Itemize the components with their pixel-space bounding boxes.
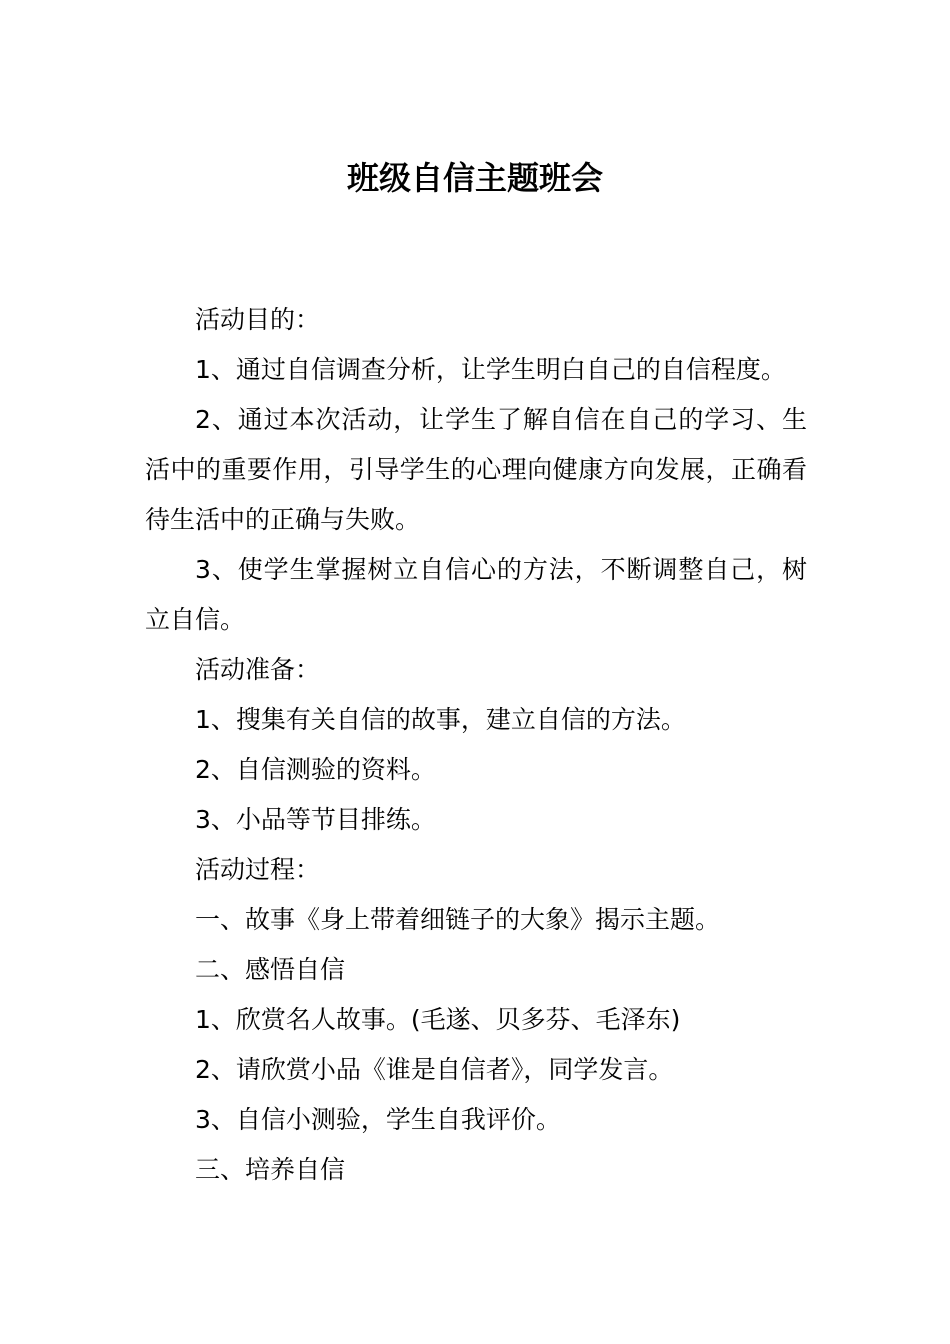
process-substep-1: 1、欣赏名人故事。(毛遂、贝多芬、毛泽东) (195, 1005, 681, 1034)
preparation-item-3: 3、小品等节目排练。 (195, 805, 436, 834)
process-step-3: 三、培养自信 (195, 1155, 346, 1184)
preparation-item-2: 2、自信测验的资料。 (195, 755, 436, 784)
section-heading-preparation: 活动准备： (195, 655, 321, 684)
document-title: 班级自信主题班会 (346, 159, 603, 197)
purpose-item-3: 3、使学生掌握树立自信心的方法，不断调整自己，树立自信。 (145, 555, 807, 634)
process-step-1: 一、故事《身上带着细链子的大象》揭示主题。 (195, 905, 721, 934)
purpose-item-1: 1、通过自信调查分析，让学生明白自己的自信程度。 (195, 355, 786, 384)
purpose-item-2: 2、通过本次活动，让学生了解自信在自己的学习、生活中的重要作用，引导学生的心理向健康方向发展，正确看待生活中的正确与失败。 (145, 405, 807, 534)
document-body (145, 295, 807, 1195)
process-substep-3: 3、自信小测验，学生自我评价。 (195, 1105, 561, 1134)
section-heading-purpose: 活动目的： (195, 305, 321, 334)
process-substep-2: 2、请欣赏小品《谁是自信者》，同学发言。 (195, 1055, 674, 1084)
section-heading-process: 活动过程： (195, 855, 321, 884)
preparation-item-1: 1、搜集有关自信的故事，建立自信的方法。 (195, 705, 686, 734)
process-step-2: 二、感悟自信 (195, 955, 346, 984)
